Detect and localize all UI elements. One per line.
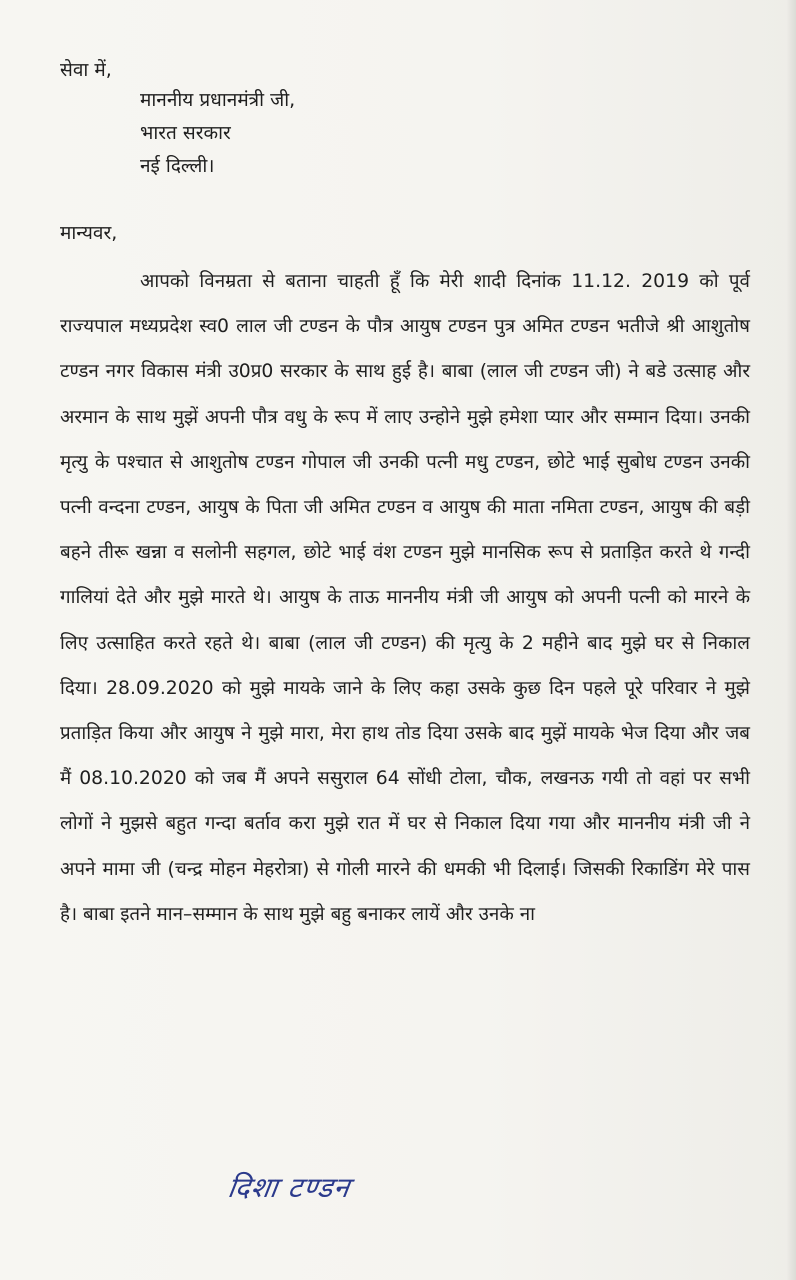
letter-content	[60, 56, 750, 937]
handwritten-signature: दिशा टण्डन	[225, 1171, 353, 1204]
address-line-city: नई दिल्ली।	[140, 155, 215, 177]
greeting: मान्यवर,	[60, 222, 118, 244]
salutation: सेवा में,	[60, 59, 112, 81]
page-edge-shadow	[786, 0, 796, 1280]
address-line-office: भारत सरकार	[140, 122, 231, 144]
letter-body: आपको विनम्रता से बताना चाहती हूँ कि मेरी शादी दिनांक 11.12. 2019 को पूर्व राज्यपाल मध्यप्रदेश स्व0 लाल जी टण्डन के पौत्र आयुष टण्डन पुत्र अमित टण्डन भतीजे श्री आशुतोष टण्डन नगर विकास मंत्री उ0प्र0 सरकार के साथ हुई है। बाबा (लाल जी टण्डन जी) ने बडे उत्साह और अरमान के साथ मुझें अपनी पौत्र वधु के रूप में लाए उन्होने मुझे हमेशा प्यार और सम्मान दिया। उनकी मृत्यु के पश्चात से आशुतोष टण्डन गोपाल जी उनकी पत्नी मधु टण्डन, छोटे भाई सुबोध टण्डन उनकी पत्नी वन्दना टण्डन, आयुष के पिता जी अमित टण्डन व आयुष की माता नमिता टण्डन, आयुष की बड़ी बहने तीरू खन्ना व सलोनी सहगल, छोटे भाई वंश टण्डन मुझे मानसिक रूप से प्रताड़ित करते थे गन्दी गालियां देते और मुझे मारते थे। आयुष के ताऊ माननीय मंत्री जी आयुष को अपनी पत्नी को मारने के लिए उत्साहित करते रहते थे। बाबा (लाल जी टण्डन) की मृत्यु के 2 महीने बाद मुझे घर से निकाल दिया। 28.09.2020 को मुझे मायके जाने के लिए कहा उसके कुछ दिन पहले पूरे परिवार ने मुझे प्रताड़ित किया और आयुष ने मुझे मारा, मेरा हाथ तोड दिया उसके बाद मुझें मायके भेज दिया और जब मैं 08.10.2020 को जब मैं अपने ससुराल 64 सोंधी टोला, चौक, लखनऊ गयी तो वहां पर सभी लोगों ने मुझसे बहुत गन्दा बर्ताव करा मुझे रात में घर से निकाल दिया गया और माननीय मंत्री जी ने अपने मामा जी (चन्द्र मोहन मेहरोत्रा) से गोली मारने की धमकी भी दिलाई। जिसकी रिकाडिंग मेरे पास है। बाबा इतने मान–सम्मान के साथ मुझे बहु बनाकर लायें और उनके ना	[60, 271, 750, 925]
address-line-recipient: माननीय प्रधानमंत्री जी,	[140, 89, 296, 111]
recipient-address	[140, 84, 750, 183]
